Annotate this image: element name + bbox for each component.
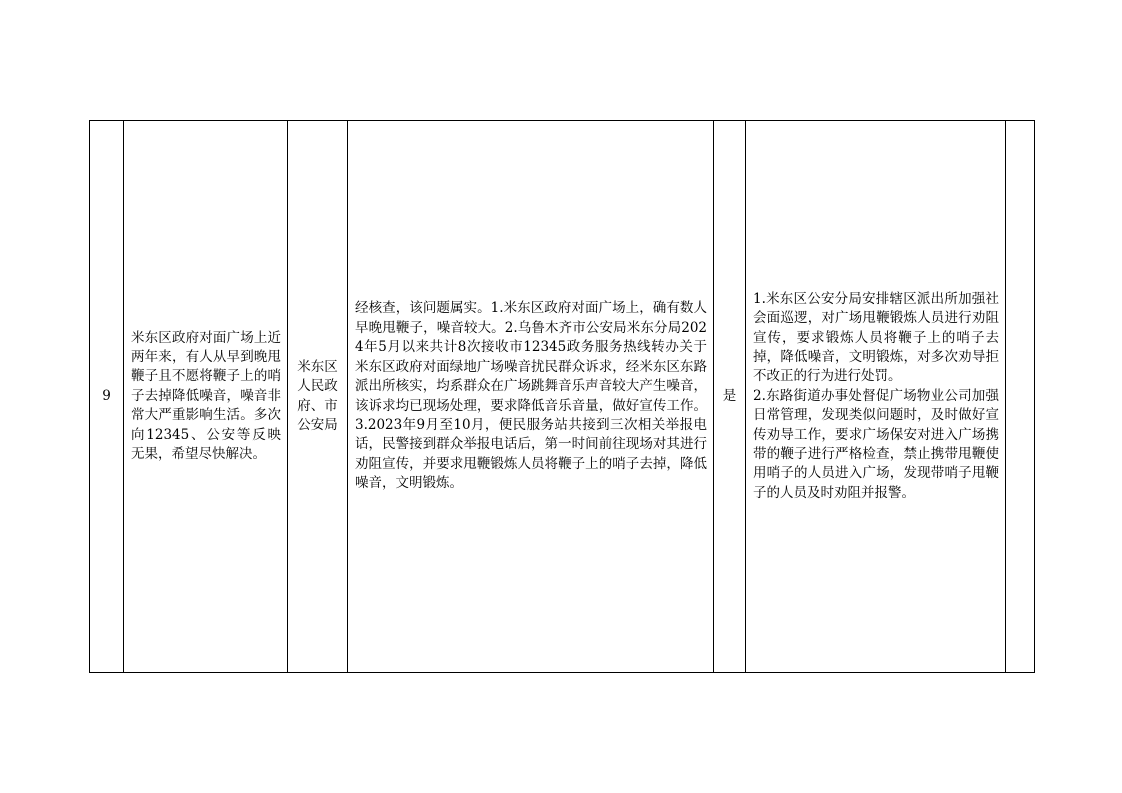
measure-item: 2.东路街道办事处督促广场物业公司加强日常管理，发现类似问题时，及时做好宣传劝导工作，要求广场保安对进入广场携带的鞭子进行严格检查，禁止携带甩鞭使用哨子的人员进入广场，发现带哨子甩鞭子的人员及时劝阻并报警。 [753,387,999,501]
row-number: 9 [90,121,124,673]
responsible-department: 米东区人民政府、市公安局 [288,121,348,673]
verified-status: 是 [714,121,746,673]
complaint-table [89,120,1035,673]
investigation-result: 经核查，该问题属实。1.米东区政府对面广场上，确有数人早晚甩鞭子，噪音较大。2.乌鲁木齐市公安局米东分局2024年5月以来共计8次接收市12345政务服务热线转办关于米东区政府对面绿地广场噪音扰民群众诉求，经米东区东路派出所核实，均系群众在广场跳舞音乐声音较大产生噪音，该诉求均已现场处理，要求降低音乐音量，做好宣传工作。3.2023年9月至10月，便民服务站共接到三次相关举报电话，民警接到群众举报电话后，第一时间前往现场对其进行劝阻宣传，并要求甩鞭锻炼人员将鞭子上的哨子去掉，降低噪音，文明锻炼。 [348,121,714,673]
measure-item: 1.米东区公安分局安排辖区派出所加强社会面巡逻，对广场甩鞭锻炼人员进行劝阻宣传，要求锻炼人员将鞭子上的哨子去掉，降低噪音，文明锻炼，对多次劝导拒不改正的行为进行处罚。 [753,290,999,385]
complaint-content: 米东区政府对面广场上近两年来，有人从早到晚甩鞭子且不愿将鞭子上的哨子去掉降低噪音，噪音非常大严重影响生活。多次向12345、公安等反映无果，希望尽快解决。 [124,121,288,673]
table-row [90,121,1035,673]
remark-cell [1006,121,1035,673]
rectification-measures [746,121,1006,673]
